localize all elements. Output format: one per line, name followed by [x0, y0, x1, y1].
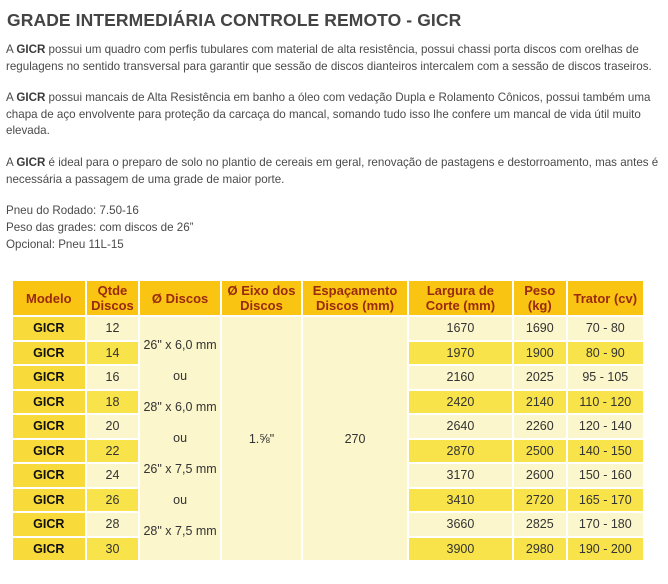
table-row	[13, 317, 643, 340]
paragraph-text: possui um quadro com perfis tubulares com material de alta resistência, possui chassi porta discos com orelhas de regulagens no sentido transversal para garantir que sessão de discos dianteiros intercalem com a sessão de discos traseiros.	[6, 43, 652, 73]
header-espacamento: Espaçamento Discos (mm)	[303, 281, 407, 315]
cell-largura: 1670	[409, 317, 512, 340]
cell-trator: 110 - 120	[568, 391, 643, 414]
brand-name: GICR	[16, 91, 46, 104]
spec-optional: Opcional: Pneu 11L-15	[6, 237, 124, 251]
header-eixo-discos: Ø Eixo dos Discos	[222, 281, 301, 315]
cell-peso: 1900	[514, 342, 566, 365]
header-largura-corte: Largura de Corte (mm)	[409, 281, 512, 315]
disc-option: 26" x 7,5 mm	[143, 462, 217, 476]
cell-trator: 140 - 150	[568, 440, 643, 463]
disc-option: ou	[173, 431, 188, 445]
cell-disc-options	[140, 317, 219, 560]
disc-option: 28" x 7,5 mm	[143, 524, 217, 538]
cell-largura: 2420	[409, 391, 512, 414]
cell-peso: 2260	[514, 415, 566, 438]
specs-table	[11, 279, 645, 562]
cell-espacamento: 270	[303, 317, 407, 560]
cell-trator: 165 - 170	[568, 489, 643, 512]
cell-trator: 190 - 200	[568, 538, 643, 561]
description-paragraph-3	[6, 155, 663, 188]
cell-qtde: 16	[87, 366, 139, 389]
cell-qtde: 20	[87, 415, 139, 438]
cell-peso: 2140	[514, 391, 566, 414]
cell-modelo: GICR	[13, 415, 85, 438]
cell-peso: 2600	[514, 464, 566, 487]
header-qtde-discos: Qtde Discos	[87, 281, 139, 315]
description-paragraph-2	[6, 90, 663, 140]
cell-qtde: 22	[87, 440, 139, 463]
disc-option: ou	[173, 369, 188, 383]
cell-modelo: GICR	[13, 440, 85, 463]
cell-largura: 1970	[409, 342, 512, 365]
spec-list	[6, 203, 194, 253]
cell-peso: 1690	[514, 317, 566, 340]
cell-qtde: 30	[87, 538, 139, 561]
cell-largura: 3660	[409, 513, 512, 536]
cell-peso: 2500	[514, 440, 566, 463]
cell-largura: 3900	[409, 538, 512, 561]
cell-largura: 3170	[409, 464, 512, 487]
cell-trator: 170 - 180	[568, 513, 643, 536]
cell-peso: 2720	[514, 489, 566, 512]
spec-tire: Pneu do Rodado: 7.50-16	[6, 204, 139, 217]
cell-modelo: GICR	[13, 317, 85, 340]
description-paragraph-1	[6, 42, 663, 75]
brand-name: GICR	[16, 43, 46, 56]
cell-largura: 2160	[409, 366, 512, 389]
cell-peso: 2025	[514, 366, 566, 389]
cell-modelo: GICR	[13, 489, 85, 512]
cell-largura: 2640	[409, 415, 512, 438]
cell-qtde: 26	[87, 489, 139, 512]
table-body	[13, 317, 643, 560]
header-peso: Peso (kg)	[514, 281, 566, 315]
disc-option: 26" x 6,0 mm	[143, 338, 217, 352]
cell-modelo: GICR	[13, 366, 85, 389]
cell-modelo: GICR	[13, 513, 85, 536]
brand-name: GICR	[16, 156, 46, 169]
cell-trator: 120 - 140	[568, 415, 643, 438]
header-modelo: Modelo	[13, 281, 85, 315]
cell-modelo: GICR	[13, 464, 85, 487]
page-title: GRADE INTERMEDIÁRIA CONTROLE REMOTO - GICR	[7, 10, 462, 30]
cell-trator: 80 - 90	[568, 342, 643, 365]
cell-eixo: 1.⅝"	[222, 317, 301, 560]
cell-qtde: 14	[87, 342, 139, 365]
cell-qtde: 18	[87, 391, 139, 414]
paragraph-prefix: A	[6, 43, 17, 56]
cell-trator: 70 - 80	[568, 317, 643, 340]
paragraph-text: possui mancais de Alta Resistência em banho a óleo com vedação Dupla e Rolamento Cônicos, possui também uma chapa de aço envolvente para proteção da carcaça do mancal, somando tudo isso lhe confere um mancal de vida útil muito elevada.	[6, 91, 651, 138]
cell-peso: 2980	[514, 538, 566, 561]
cell-modelo: GICR	[13, 391, 85, 414]
disc-option: 28" x 6,0 mm	[143, 400, 217, 414]
cell-qtde: 24	[87, 464, 139, 487]
paragraph-prefix: A	[6, 156, 17, 169]
header-diametro-discos: Ø Discos	[140, 281, 219, 315]
paragraph-text: é ideal para o preparo de solo no plantio de cereais em geral, renovação de pastagens e destorroamento, mas antes é necessária a passagem de uma grade de maior porte.	[6, 156, 659, 186]
cell-largura: 3410	[409, 489, 512, 512]
cell-modelo: GICR	[13, 342, 85, 365]
disc-option: ou	[173, 493, 188, 507]
header-trator: Trator (cv)	[568, 281, 643, 315]
paragraph-prefix: A	[6, 91, 17, 104]
cell-peso: 2825	[514, 513, 566, 536]
cell-qtde: 28	[87, 513, 139, 536]
cell-qtde: 12	[87, 317, 139, 340]
spec-weight: Peso das grades: com discos de 26”	[6, 220, 194, 234]
cell-modelo: GICR	[13, 538, 85, 561]
cell-trator: 150 - 160	[568, 464, 643, 487]
cell-largura: 2870	[409, 440, 512, 463]
cell-trator: 95 - 105	[568, 366, 643, 389]
